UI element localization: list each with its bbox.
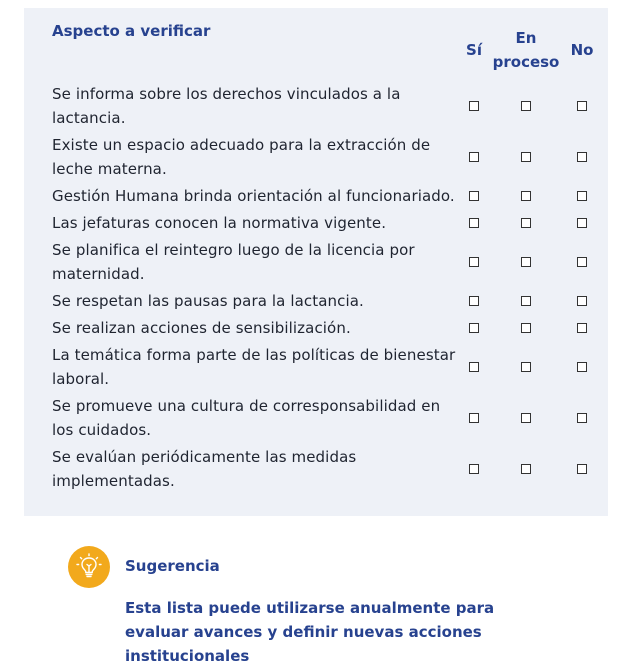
- checkbox-en-proceso[interactable]: [521, 152, 531, 162]
- checkbox-cell-no: [564, 131, 600, 182]
- lightbulb-icon: [68, 546, 110, 588]
- checkbox-cell-si: [460, 314, 488, 341]
- checkbox-cell-en-proceso: [488, 182, 564, 209]
- checkbox-si[interactable]: [469, 101, 479, 111]
- checkbox-cell-si: [460, 236, 488, 287]
- checklist-header-row: [52, 20, 600, 80]
- checkbox-cell-en-proceso: [488, 341, 564, 392]
- checklist-row: [52, 287, 600, 314]
- checkbox-si[interactable]: [469, 296, 479, 306]
- checkbox-cell-en-proceso: [488, 287, 564, 314]
- checkbox-en-proceso[interactable]: [521, 101, 531, 111]
- checklist-row: [52, 314, 600, 341]
- checklist-item-text: Se evalúan periódicamente las medidas implementadas.: [52, 448, 357, 490]
- checklist-item-text: Se planifica el reintegro luego de la licencia por maternidad.: [52, 241, 415, 283]
- checkbox-cell-no: [564, 392, 600, 443]
- checkbox-cell-no: [564, 314, 600, 341]
- checkbox-cell-no: [564, 341, 600, 392]
- checkbox-cell-en-proceso: [488, 131, 564, 182]
- checkbox-cell-no: [564, 209, 600, 236]
- checkbox-en-proceso[interactable]: [521, 323, 531, 333]
- checkbox-cell-en-proceso: [488, 209, 564, 236]
- checklist-row: [52, 392, 600, 443]
- checkbox-cell-en-proceso: [488, 80, 564, 131]
- checkbox-no[interactable]: [577, 296, 587, 306]
- checkbox-si[interactable]: [469, 362, 479, 372]
- checkbox-si[interactable]: [469, 218, 479, 228]
- checkbox-si[interactable]: [469, 464, 479, 474]
- checkbox-cell-en-proceso: [488, 314, 564, 341]
- checkbox-en-proceso[interactable]: [521, 191, 531, 201]
- suggestion-title: Sugerencia: [125, 557, 220, 575]
- checkbox-cell-no: [564, 443, 600, 494]
- checkbox-cell-no: [564, 80, 600, 131]
- header-no: No: [570, 41, 594, 59]
- checkbox-si[interactable]: [469, 257, 479, 267]
- checkbox-cell-si: [460, 287, 488, 314]
- checkbox-cell-no: [564, 287, 600, 314]
- checkbox-en-proceso[interactable]: [521, 362, 531, 372]
- checkbox-cell-si: [460, 443, 488, 494]
- checkbox-cell-en-proceso: [488, 392, 564, 443]
- checkbox-cell-no: [564, 182, 600, 209]
- checklist-body: [52, 80, 600, 494]
- header-en-proceso: En proceso: [492, 29, 560, 71]
- header-si: Sí: [466, 41, 482, 59]
- checklist-item-text: Gestión Humana brinda orientación al funcionariado.: [52, 187, 455, 205]
- checkbox-cell-si: [460, 392, 488, 443]
- checkbox-cell-si: [460, 209, 488, 236]
- checklist-table: [52, 20, 600, 494]
- checklist-item-text: La temática forma parte de las políticas de bienestar laboral.: [52, 346, 456, 388]
- checkbox-en-proceso[interactable]: [521, 257, 531, 267]
- checklist-panel: [24, 8, 608, 516]
- checkbox-si[interactable]: [469, 323, 479, 333]
- checkbox-cell-si: [460, 131, 488, 182]
- checklist-row: [52, 443, 600, 494]
- checklist-row: [52, 236, 600, 287]
- checkbox-no[interactable]: [577, 323, 587, 333]
- checkbox-no[interactable]: [577, 101, 587, 111]
- checkbox-no[interactable]: [577, 218, 587, 228]
- checkbox-en-proceso[interactable]: [521, 413, 531, 423]
- checkbox-no[interactable]: [577, 413, 587, 423]
- checklist-row: [52, 80, 600, 131]
- checklist-item-text: Se realizan acciones de sensibilización.: [52, 319, 351, 337]
- checkbox-no[interactable]: [577, 464, 587, 474]
- checklist-row: [52, 341, 600, 392]
- checkbox-no[interactable]: [577, 362, 587, 372]
- checkbox-cell-en-proceso: [488, 443, 564, 494]
- checkbox-no[interactable]: [577, 152, 587, 162]
- checklist-row: [52, 182, 600, 209]
- checkbox-si[interactable]: [469, 191, 479, 201]
- checklist-row: [52, 209, 600, 236]
- checklist-item-text: Las jefaturas conocen la normativa vigente.: [52, 214, 387, 232]
- checkbox-en-proceso[interactable]: [521, 218, 531, 228]
- checklist-item-text: Existe un espacio adecuado para la extracción de leche materna.: [52, 136, 431, 178]
- checklist-item-text: Se respetan las pausas para la lactancia.: [52, 292, 364, 310]
- header-aspect: Aspecto a verificar: [52, 22, 211, 40]
- checklist-row: [52, 131, 600, 182]
- checkbox-cell-si: [460, 182, 488, 209]
- checkbox-no[interactable]: [577, 191, 587, 201]
- suggestion-text: Esta lista puede utilizarse anualmente para evaluar avances y definir nuevas acciones institucionales: [125, 599, 495, 665]
- checkbox-si[interactable]: [469, 152, 479, 162]
- checkbox-en-proceso[interactable]: [521, 296, 531, 306]
- checklist-item-text: Se informa sobre los derechos vinculados a la lactancia.: [52, 85, 401, 127]
- checkbox-no[interactable]: [577, 257, 587, 267]
- checkbox-si[interactable]: [469, 413, 479, 423]
- checkbox-cell-si: [460, 80, 488, 131]
- checkbox-en-proceso[interactable]: [521, 464, 531, 474]
- checklist-item-text: Se promueve una cultura de corresponsabilidad en los cuidados.: [52, 397, 441, 439]
- checkbox-cell-en-proceso: [488, 236, 564, 287]
- checkbox-cell-no: [564, 236, 600, 287]
- checkbox-cell-si: [460, 341, 488, 392]
